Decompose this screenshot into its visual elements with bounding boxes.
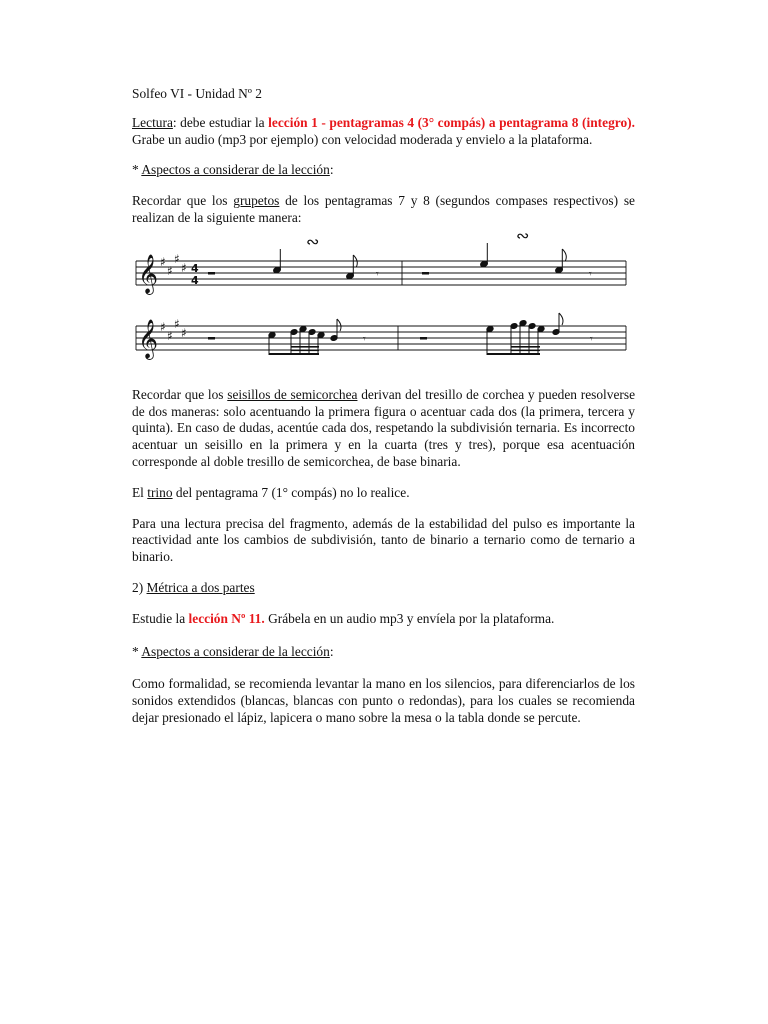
music-notation-figure (132, 225, 635, 371)
svg-text:𝄾: 𝄾 (363, 333, 366, 345)
turn-ornament-icon: ∾ (306, 231, 320, 251)
estudie-highlight: lección Nº 11. (188, 610, 265, 626)
seisillos-term: seisillos de semicorchea (227, 386, 358, 402)
music-notation-svg (132, 225, 635, 371)
grupetos-text-1: Recordar que los (132, 193, 234, 209)
trino-text-2: del pentagrama 7 (1° compás) no lo realice. (172, 484, 410, 500)
svg-text:♯: ♯ (174, 251, 180, 266)
lectura-text-1: : debe estudiar la (172, 114, 269, 130)
svg-text:𝄾: 𝄾 (376, 268, 379, 280)
aspectos-1-label: Aspectos a considerar de la lección (141, 162, 330, 178)
lectura-paragraph (132, 115, 635, 149)
aspectos-heading-2 (132, 644, 635, 661)
formalidad-paragraph: Como formalidad, se recomienda levantar la mano en los silencios, para diferenciarlos de los sonidos extendidos (blancas, blancas con punto o redondas), para los cuales se recomienda dejar presionado el lápiz, lapicera o mano sobre la mesa o la tabla donde se percute. (132, 676, 635, 725)
svg-text:♯: ♯ (160, 254, 166, 269)
trino-term: trino (147, 484, 173, 500)
metrica-heading (132, 580, 635, 597)
svg-text:𝄾: 𝄾 (590, 333, 593, 345)
aspectos-1-suffix: : (329, 162, 334, 178)
treble-clef-icon: 𝄞 (138, 318, 159, 359)
svg-text:♯: ♯ (167, 328, 173, 343)
time-signature (191, 262, 199, 287)
svg-text:♯: ♯ (174, 316, 180, 331)
trino-paragraph (132, 485, 635, 502)
trino-text-1: El (132, 484, 148, 500)
document-body (132, 86, 635, 741)
grupetos-text-2: de los pentagramas 7 y 8 (segundos compases respectivos) se realizan de la siguiente manera: (132, 193, 635, 225)
svg-text:4: 4 (191, 261, 199, 275)
seisillos-text-1: Recordar que los (132, 386, 228, 402)
grupetos-paragraph (132, 193, 635, 227)
svg-text:♯: ♯ (160, 319, 166, 334)
estudie-text-2: Grábela en un audio mp3 y envíela por la plataforma. (264, 610, 555, 626)
key-signature-sharps (160, 252, 187, 278)
estudie-paragraph (132, 611, 635, 628)
svg-text:♯: ♯ (181, 325, 187, 340)
aspectos-2-prefix: * (132, 643, 142, 659)
metrica-label: Métrica a dos partes (146, 579, 255, 595)
estudie-text-1: Estudie la (132, 610, 189, 626)
aspectos-2-suffix: : (329, 643, 334, 659)
svg-text:♯: ♯ (181, 260, 187, 275)
turn-ornament-icon: ∾ (516, 225, 530, 245)
aspectos-heading-1 (132, 162, 635, 179)
lectura-highlight: lección 1 - pentagramas 4 (3° compás) a pentagrama 8 (integro). (268, 114, 635, 130)
svg-text:4: 4 (191, 273, 199, 287)
aspectos-1-prefix: * (132, 162, 142, 178)
staff-2-notes (208, 313, 593, 355)
metrica-prefix: 2) (132, 579, 147, 595)
seisillos-text-2: derivan del tresillo de corchea y pueden resolverse de dos maneras: solo acentuando la primera figura o acentuar cada dos (la primera, tercera y quinta). En caso de dudas, acentúe cada dos, respetando la subdivisión ternaria. Es incorrecto acentuar un seisillo en la primera y en la cuarta (tres y tres), porque esa acentuación corresponde al doble tresillo de semicorchea, de base binaria. (132, 386, 636, 469)
aspectos-2-label: Aspectos a considerar de la lección (141, 643, 330, 659)
lectura-label: Lectura (132, 114, 173, 130)
key-signature-sharps (160, 317, 187, 343)
staff-1-notes (208, 243, 592, 280)
seisillos-paragraph (132, 387, 635, 471)
lectura-text-2: Grabe un audio (mp3 por ejemplo) con velocidad moderada y envielo a la plataforma. (132, 131, 593, 147)
treble-clef-icon: 𝄞 (138, 253, 159, 294)
document-title: Solfeo VI - Unidad Nº 2 (132, 86, 262, 101)
svg-text:♯: ♯ (167, 263, 173, 278)
svg-text:𝄾: 𝄾 (589, 268, 592, 280)
lectura-precisa-paragraph: Para una lectura precisa del fragmento, además de la estabilidad del pulso es importante la reactividad ante los cambios de subdivisión, tanto de binario a ternario como de ternario a binario. (132, 515, 635, 565)
grupetos-term: grupetos (233, 193, 280, 209)
